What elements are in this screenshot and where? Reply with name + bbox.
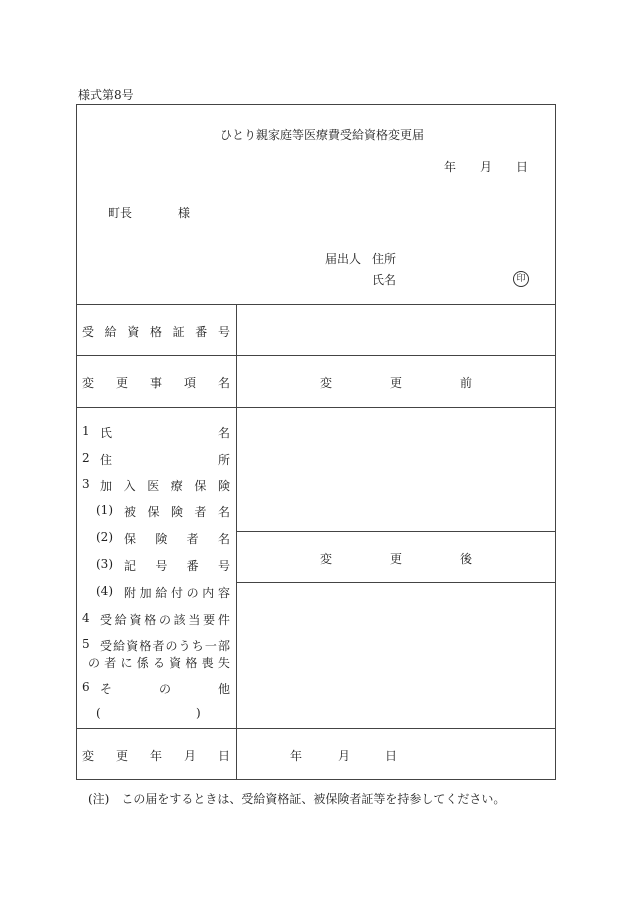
- item-number: 3: [82, 477, 90, 491]
- item-text: 加 入 医 療 保 険: [100, 479, 230, 493]
- other-open-paren: (: [96, 706, 101, 720]
- row-line: [236, 582, 556, 583]
- address-label: 住所: [372, 252, 397, 266]
- cert-number-label: 受 給 資 格 証 番 号: [82, 325, 230, 339]
- item-text: 住 所: [100, 453, 230, 467]
- row-line: [236, 531, 556, 532]
- date-day: 日: [516, 160, 529, 174]
- applicant-label: 届出人: [325, 252, 362, 266]
- honorific: 様: [178, 206, 191, 220]
- item-number: (1): [96, 503, 113, 517]
- item-number: (3): [96, 557, 113, 571]
- row-line: [76, 304, 556, 305]
- seal-mark: 印: [513, 271, 529, 287]
- change-items-label: 変 更 事 項 名: [82, 376, 230, 390]
- item-number: 5: [82, 637, 90, 651]
- item-text: 受 給 資 格 者 の う ち 一 部: [100, 639, 230, 653]
- change-date-label: 変 更 年 月 日: [82, 749, 230, 763]
- item-number: 1: [82, 424, 90, 438]
- column-divider: [236, 304, 237, 780]
- item-text: 受 給 資 格 の 該 当 要 件: [100, 613, 230, 627]
- item-text: の 者 に 係 る 資 格 喪 失: [88, 656, 230, 670]
- change-date-year: 年: [290, 749, 303, 763]
- footnote: (注) この届をするときは、受給資格証、被保険者証等を持参してください。: [88, 792, 506, 806]
- other-close-paren: ): [196, 706, 201, 720]
- item-number: (2): [96, 530, 113, 544]
- item-number: (4): [96, 584, 113, 598]
- item-number: 6: [82, 680, 90, 694]
- change-date-day: 日: [385, 749, 398, 763]
- item-text: そ の 他: [100, 682, 230, 696]
- form-title: ひとり親家庭等医療費受給資格変更届: [220, 128, 425, 142]
- row-line: [76, 728, 556, 729]
- item-number: 4: [82, 611, 90, 625]
- item-number: 2: [82, 451, 90, 465]
- frame-right: [555, 104, 556, 780]
- frame-bottom: [76, 779, 556, 780]
- date-month: 月: [480, 160, 493, 174]
- item-text: 氏 名: [100, 426, 230, 440]
- item-text: 被 保 険 者 名: [124, 505, 230, 519]
- item-text: 記 号 番 号: [124, 559, 230, 573]
- change-date-month: 月: [338, 749, 351, 763]
- row-line: [76, 407, 556, 408]
- after-label: 変 更 後: [320, 552, 472, 566]
- item-text: 附 加 給 付 の 内 容: [124, 586, 230, 600]
- date-year: 年: [444, 160, 457, 174]
- frame-left: [76, 104, 77, 780]
- row-line: [76, 355, 556, 356]
- before-label: 変 更 前: [320, 376, 472, 390]
- item-text: 保 険 者 名: [124, 532, 230, 546]
- frame-top: [76, 104, 556, 105]
- name-label: 氏名: [372, 273, 397, 287]
- town-head-label: 町長: [108, 206, 133, 220]
- form-number: 様式第8号: [78, 88, 134, 102]
